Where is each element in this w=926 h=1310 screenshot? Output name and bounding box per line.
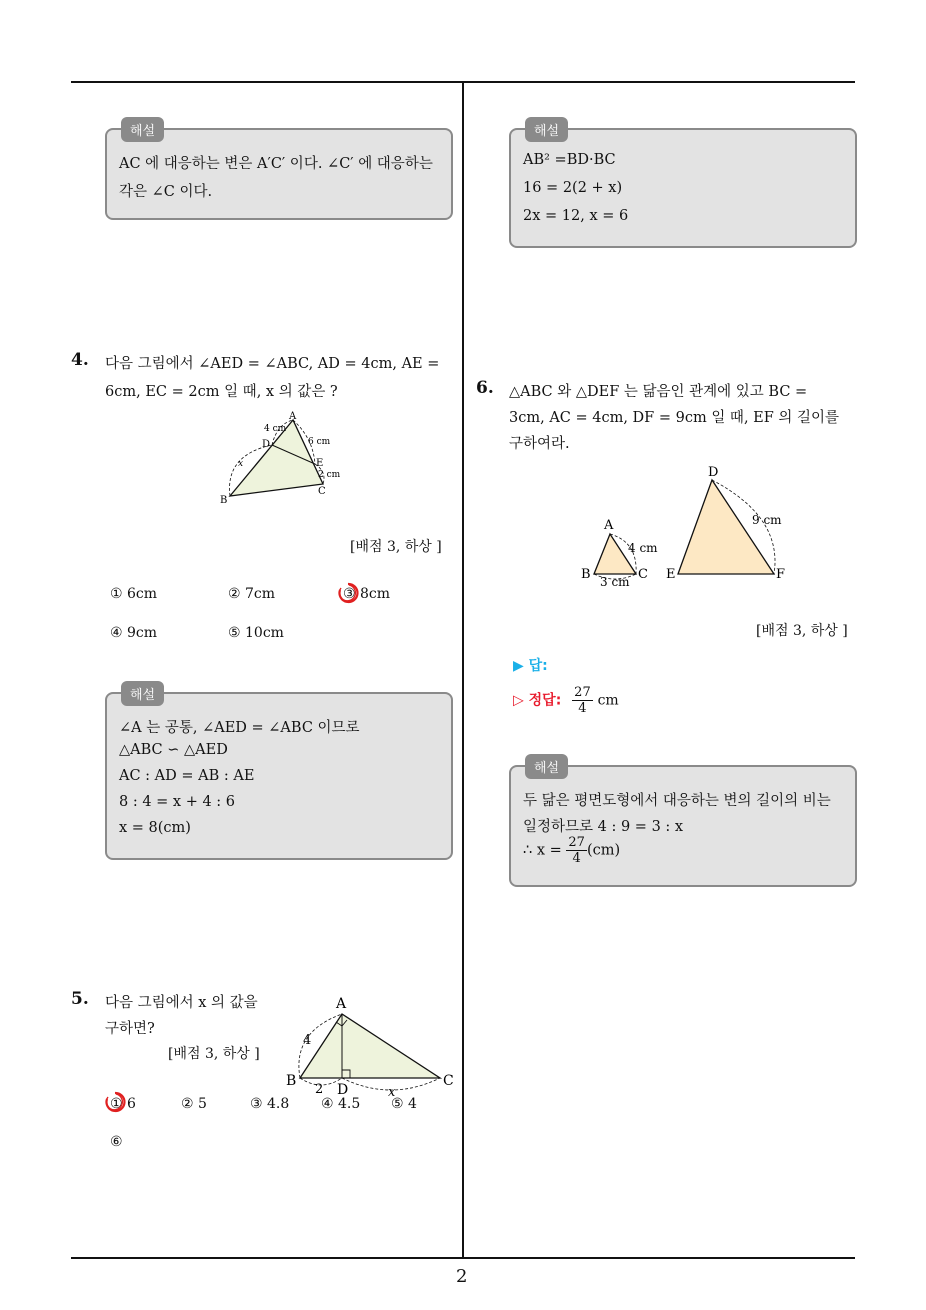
q5-option-1[interactable]: ① 6	[110, 1096, 136, 1112]
q4-text-line2: 6cm, EC = 2cm 일 때, x 의 값은 ?	[105, 384, 338, 400]
q5-explanation-box	[509, 124, 857, 248]
q6-answer-label: ▶ 답:	[513, 658, 548, 674]
explanation-tag: 해설	[525, 117, 568, 142]
q6-text-line3: 구하여라.	[509, 436, 570, 452]
q6-label-df: 9 cm	[752, 513, 782, 527]
q4-option-1[interactable]: ① 6cm	[110, 586, 158, 602]
q3-explanation-line2: 각은 ∠C 이다.	[119, 184, 213, 200]
q6-explanation-denominator: 4	[572, 851, 581, 866]
q5-option-2[interactable]: ② 5	[181, 1096, 207, 1112]
q6-label-C: C	[638, 567, 648, 582]
q3-explanation-line1: AC 에 대응하는 변은 A′C′ 이다. ∠C′ 에 대응하는	[119, 156, 433, 172]
q5-selected-circle	[104, 1091, 126, 1113]
q5-score: [배점 3, 하상 ]	[168, 1046, 260, 1062]
q5-explanation-line1: AB² =BD·BC	[523, 152, 616, 168]
q5-label-D: D	[337, 1082, 349, 1098]
q6-explanation-box	[509, 761, 857, 887]
column-divider	[462, 82, 464, 1258]
q6-explanation-line3	[523, 835, 620, 866]
q4-explanation-line2: △ABC ∽ △AED	[119, 742, 228, 758]
q6-figure	[578, 462, 793, 590]
explanation-tag: 해설	[525, 754, 568, 779]
q6-correct-label	[513, 685, 619, 716]
q6-correct-text: ▷ 정답:	[513, 692, 562, 709]
q4-label-ec: 2 cm	[318, 470, 341, 480]
q5-label-bd: 2	[315, 1082, 324, 1097]
q5-label-C: C	[443, 1073, 454, 1089]
q6-correct-numerator: 27	[574, 685, 591, 700]
q4-figure	[215, 410, 355, 510]
q4-explanation-box	[105, 688, 453, 860]
q6-explanation-fraction	[566, 835, 587, 866]
q6-explanation-therefore: ∴ x =	[523, 842, 562, 859]
page-number: 2	[456, 1266, 468, 1287]
q4-label-E: E	[316, 458, 324, 469]
q5-number: 5.	[71, 989, 89, 1009]
q6-label-D: D	[708, 465, 719, 480]
q4-number: 4.	[71, 350, 89, 370]
q4-label-A: A	[289, 411, 297, 422]
bottom-rule	[71, 1257, 855, 1259]
q3-explanation-box	[105, 124, 453, 220]
q5-label-A: A	[336, 996, 347, 1012]
q6-explanation-unit: (cm)	[586, 842, 621, 859]
q5-explanation-line2: 16 = 2(2 + x)	[523, 180, 623, 196]
q6-correct-denominator: 4	[578, 701, 587, 716]
q5-text-line2: 구하면?	[105, 1021, 155, 1037]
q4-option-3[interactable]: ③ 8cm	[343, 586, 391, 602]
q6-label-bc: 3 cm	[600, 575, 630, 589]
q5-option-6[interactable]: ⑥	[110, 1134, 123, 1150]
q5-option-4[interactable]: ④ 4.5	[321, 1096, 361, 1112]
q4-label-x: x	[238, 459, 244, 469]
q4-explanation-line3: AC : AD = AB : AE	[119, 768, 255, 784]
q5-label-B: B	[286, 1073, 297, 1089]
q4-label-C: C	[318, 486, 326, 497]
q5-explanation-line3: 2x = 12, x = 6	[523, 208, 629, 224]
q6-explanation-numerator: 27	[568, 835, 585, 850]
q6-correct-fraction	[572, 685, 593, 716]
q4-option-2[interactable]: ② 7cm	[228, 586, 276, 602]
q4-explanation-line5: x = 8(cm)	[119, 820, 191, 836]
q6-label-B: B	[581, 567, 591, 582]
q6-triangle-def	[678, 480, 774, 574]
explanation-tag: 해설	[121, 117, 164, 142]
q5-option-5[interactable]: ⑤ 4	[391, 1096, 417, 1112]
q4-label-B: B	[220, 495, 228, 506]
q4-label-ae: 6 cm	[308, 437, 331, 447]
q5-text-line1: 다음 그림에서 x 의 값을	[105, 995, 258, 1011]
q6-explanation-line1: 두 닮은 평면도형에서 대응하는 변의 길이의 비는	[523, 793, 831, 809]
q5-option-3[interactable]: ③ 4.8	[250, 1096, 290, 1112]
q6-label-A: A	[604, 518, 614, 533]
q4-explanation-line4: 8 : 4 = x + 4 : 6	[119, 794, 236, 810]
q6-label-E: E	[666, 567, 676, 582]
q6-label-F: F	[776, 567, 786, 582]
q6-explanation-line2: 일정하므로 4 : 9 = 3 : x	[523, 819, 684, 835]
q6-text-line2: 3cm, AC = 4cm, DF = 9cm 일 때, EF 의 길이를	[509, 410, 840, 426]
q6-label-ac: 4 cm	[628, 541, 658, 555]
q4-selected-circle	[337, 582, 359, 604]
q5-label-ab: 4	[303, 1033, 312, 1048]
q4-label-ad: 4 cm	[264, 424, 287, 434]
q6-text-line1: △ABC 와 △DEF 는 닮음인 관계에 있고 BC =	[509, 384, 808, 400]
q4-text-line1: 다음 그림에서 ∠AED = ∠ABC, AD = 4cm, AE =	[105, 356, 440, 372]
q4-score: [배점 3, 하상 ]	[350, 539, 442, 555]
q4-option-4[interactable]: ④ 9cm	[110, 625, 158, 641]
q4-label-D: D	[262, 439, 271, 450]
q6-correct-unit: cm	[597, 692, 619, 709]
explanation-tag: 해설	[121, 681, 164, 706]
q5-triangle-abc	[300, 1014, 440, 1078]
q5-figure	[284, 992, 459, 1100]
q4-explanation-line1: ∠A 는 공통, ∠AED = ∠ABC 이므로	[119, 720, 360, 736]
q6-score: [배점 3, 하상 ]	[756, 623, 848, 639]
q5-label-x: x	[388, 1085, 396, 1100]
q6-number: 6.	[476, 378, 494, 398]
q4-option-5[interactable]: ⑤ 10cm	[228, 625, 284, 641]
